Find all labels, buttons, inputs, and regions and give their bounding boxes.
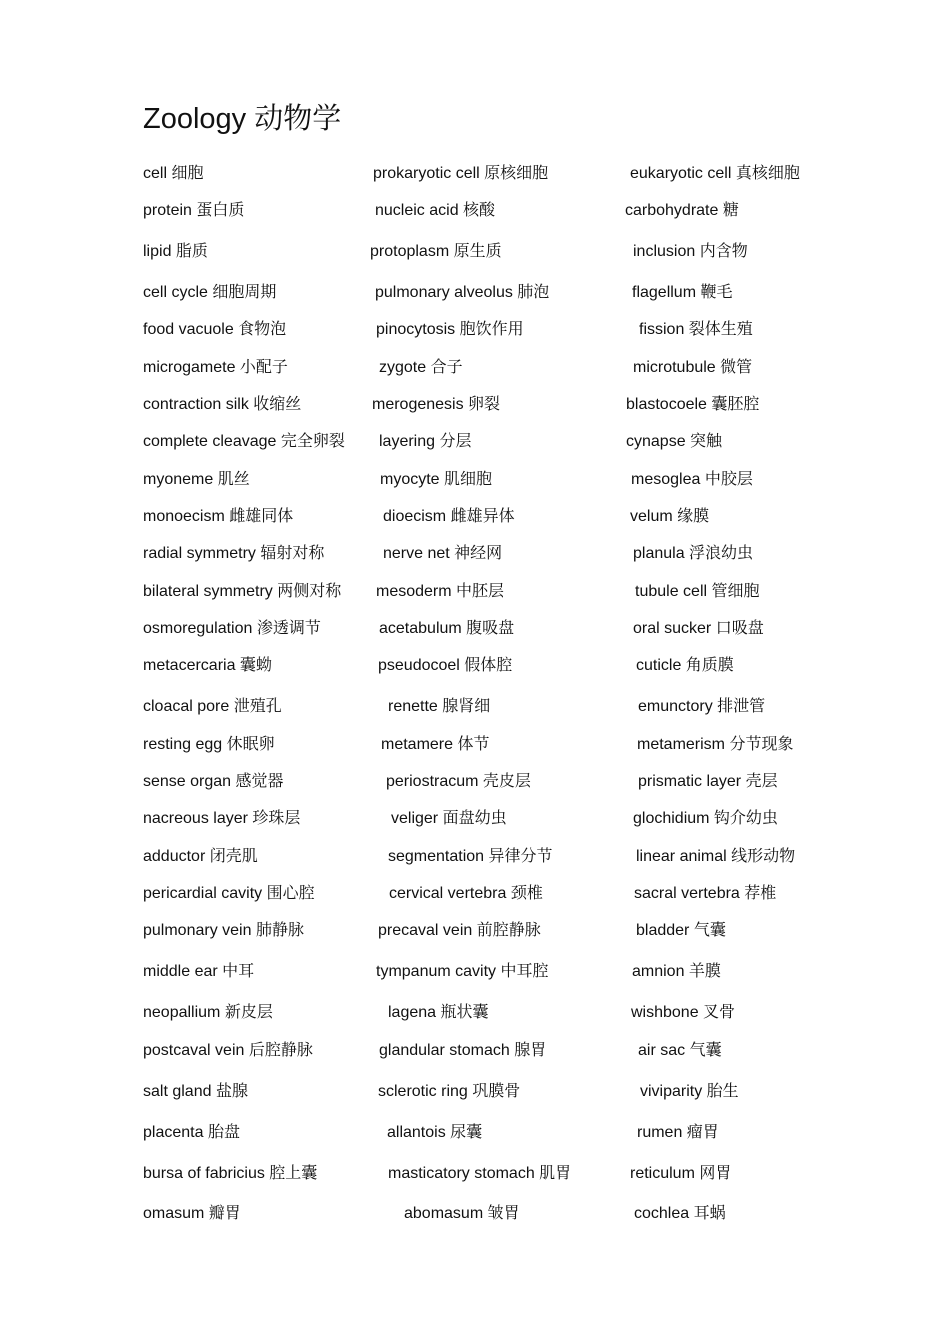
vocab-term-col1: microgamete 小配子 — [143, 359, 288, 376]
vocab-term-col2: tympanum cavity 中耳腔 — [376, 963, 549, 980]
vocab-term-col3: carbohydrate 糖 — [625, 202, 739, 219]
vocab-term-col3: cuticle 角质膜 — [636, 657, 734, 674]
vocab-term-col3: prismatic layer 壳层 — [638, 773, 778, 790]
vocab-term-col2: abomasum 皱胃 — [404, 1205, 520, 1222]
vocab-term-col3: amnion 羊膜 — [632, 963, 721, 980]
vocab-term-col1: pericardial cavity 围心腔 — [143, 885, 315, 902]
vocab-term-col2: pinocytosis 胞饮作用 — [376, 321, 524, 338]
vocab-term-col1: adductor 闭壳肌 — [143, 848, 258, 865]
vocab-term-col1: food vacuole 食物泡 — [143, 321, 287, 338]
vocab-term-col2: dioecism 雌雄异体 — [383, 508, 515, 525]
vocab-term-col3: air sac 气囊 — [638, 1042, 722, 1059]
vocab-term-col2: mesoderm 中胚层 — [376, 583, 505, 600]
vocab-term-col3: metamerism 分节现象 — [637, 736, 794, 753]
vocab-term-col3: velum 缘膜 — [630, 508, 710, 525]
vocab-term-col2: masticatory stomach 肌胃 — [388, 1165, 572, 1182]
vocab-term-col1: postcaval vein 后腔静脉 — [143, 1042, 313, 1059]
vocab-term-col3: sacral vertebra 荐椎 — [634, 885, 777, 902]
vocab-term-col2: allantois 尿囊 — [387, 1124, 483, 1141]
vocab-term-col3: oral sucker 口吸盘 — [633, 620, 764, 637]
vocab-term-col1: cell 细胞 — [143, 165, 204, 182]
vocab-term-col1: omasum 瓣胃 — [143, 1205, 241, 1222]
vocab-term-col2: acetabulum 腹吸盘 — [379, 620, 515, 637]
vocab-term-col3: glochidium 钩介幼虫 — [633, 810, 778, 827]
vocab-term-col2: myocyte 肌细胞 — [380, 471, 493, 488]
vocab-term-col3: reticulum 网胃 — [630, 1165, 732, 1182]
vocab-term-col3: fission 裂体生殖 — [639, 321, 753, 338]
vocab-term-col2: cervical vertebra 颈椎 — [389, 885, 543, 902]
vocab-term-col3: tubule cell 管细胞 — [635, 583, 760, 600]
vocab-term-col2: glandular stomach 腺胃 — [379, 1042, 547, 1059]
vocab-term-col3: inclusion 内含物 — [633, 243, 748, 260]
vocab-term-col1: pulmonary vein 肺静脉 — [143, 922, 304, 939]
vocab-term-col1: cloacal pore 泄殖孔 — [143, 698, 282, 715]
vocab-term-col1: contraction silk 收缩丝 — [143, 396, 302, 413]
vocab-term-col1: cell cycle 细胞周期 — [143, 284, 277, 301]
vocab-term-col3: linear animal 线形动物 — [636, 848, 796, 865]
page-title: Zoology 动物学 — [143, 103, 342, 135]
vocab-term-col1: osmoregulation 渗透调节 — [143, 620, 321, 637]
vocab-term-col3: blastocoele 囊胚腔 — [626, 396, 760, 413]
vocab-term-col2: precaval vein 前腔静脉 — [378, 922, 541, 939]
vocab-term-col3: wishbone 叉骨 — [631, 1004, 736, 1021]
vocab-term-col2: merogenesis 卵裂 — [372, 396, 501, 413]
vocab-term-col3: cynapse 突触 — [626, 433, 723, 450]
vocab-term-col2: nucleic acid 核酸 — [375, 202, 496, 219]
vocab-term-col1: protein 蛋白质 — [143, 202, 245, 219]
vocab-term-col2: nerve net 神经网 — [383, 545, 503, 562]
vocab-term-col3: rumen 瘤胃 — [637, 1124, 719, 1141]
vocab-term-col3: planula 浮浪幼虫 — [633, 545, 754, 562]
vocab-term-col1: metacercaria 囊蚴 — [143, 657, 272, 674]
vocab-term-col3: mesoglea 中胶层 — [631, 471, 753, 488]
vocab-term-col1: bursa of fabricius 腔上囊 — [143, 1165, 318, 1182]
vocab-term-col2: zygote 合子 — [379, 359, 463, 376]
vocab-term-col3: cochlea 耳蜗 — [634, 1205, 726, 1222]
vocab-term-col1: placenta 胎盘 — [143, 1124, 240, 1141]
vocab-term-col1: myoneme 肌丝 — [143, 471, 250, 488]
vocab-term-col2: sclerotic ring 巩膜骨 — [378, 1083, 521, 1100]
vocab-term-col3: viviparity 胎生 — [640, 1083, 739, 1100]
vocab-term-col1: resting egg 休眠卵 — [143, 736, 275, 753]
vocab-term-col3: eukaryotic cell 真核细胞 — [630, 165, 800, 182]
vocab-term-col3: microtubule 微管 — [633, 359, 753, 376]
vocab-term-col1: bilateral symmetry 两侧对称 — [143, 583, 342, 600]
vocab-term-col2: protoplasm 原生质 — [370, 243, 502, 260]
vocab-term-col1: middle ear 中耳 — [143, 963, 255, 980]
vocab-term-col2: pulmonary alveolus 肺泡 — [375, 284, 550, 301]
vocab-term-col1: salt gland 盐腺 — [143, 1083, 248, 1100]
vocab-term-col1: radial symmetry 辐射对称 — [143, 545, 325, 562]
vocab-term-col1: sense organ 感觉器 — [143, 773, 284, 790]
vocab-term-col1: lipid 脂质 — [143, 243, 208, 260]
vocab-term-col2: renette 腺肾细 — [388, 698, 491, 715]
vocab-term-col2: veliger 面盘幼虫 — [391, 810, 507, 827]
vocab-term-col1: complete cleavage 完全卵裂 — [143, 433, 345, 450]
vocab-term-col3: bladder 气囊 — [636, 922, 726, 939]
vocab-term-col1: nacreous layer 珍珠层 — [143, 810, 301, 827]
vocab-term-col2: segmentation 异律分节 — [388, 848, 553, 865]
vocab-term-col1: monoecism 雌雄同体 — [143, 508, 294, 525]
vocab-term-col2: metamere 体节 — [381, 736, 490, 753]
vocab-term-col3: flagellum 鞭毛 — [632, 284, 733, 301]
vocab-term-col2: pseudocoel 假体腔 — [378, 657, 513, 674]
vocab-term-col2: layering 分层 — [379, 433, 472, 450]
vocab-term-col3: emunctory 排泄管 — [638, 698, 766, 715]
vocab-term-col2: prokaryotic cell 原核细胞 — [373, 165, 549, 182]
vocab-term-col2: lagena 瓶状囊 — [388, 1004, 489, 1021]
vocab-term-col2: periostracum 壳皮层 — [386, 773, 531, 790]
vocab-term-col1: neopallium 新皮层 — [143, 1004, 273, 1021]
